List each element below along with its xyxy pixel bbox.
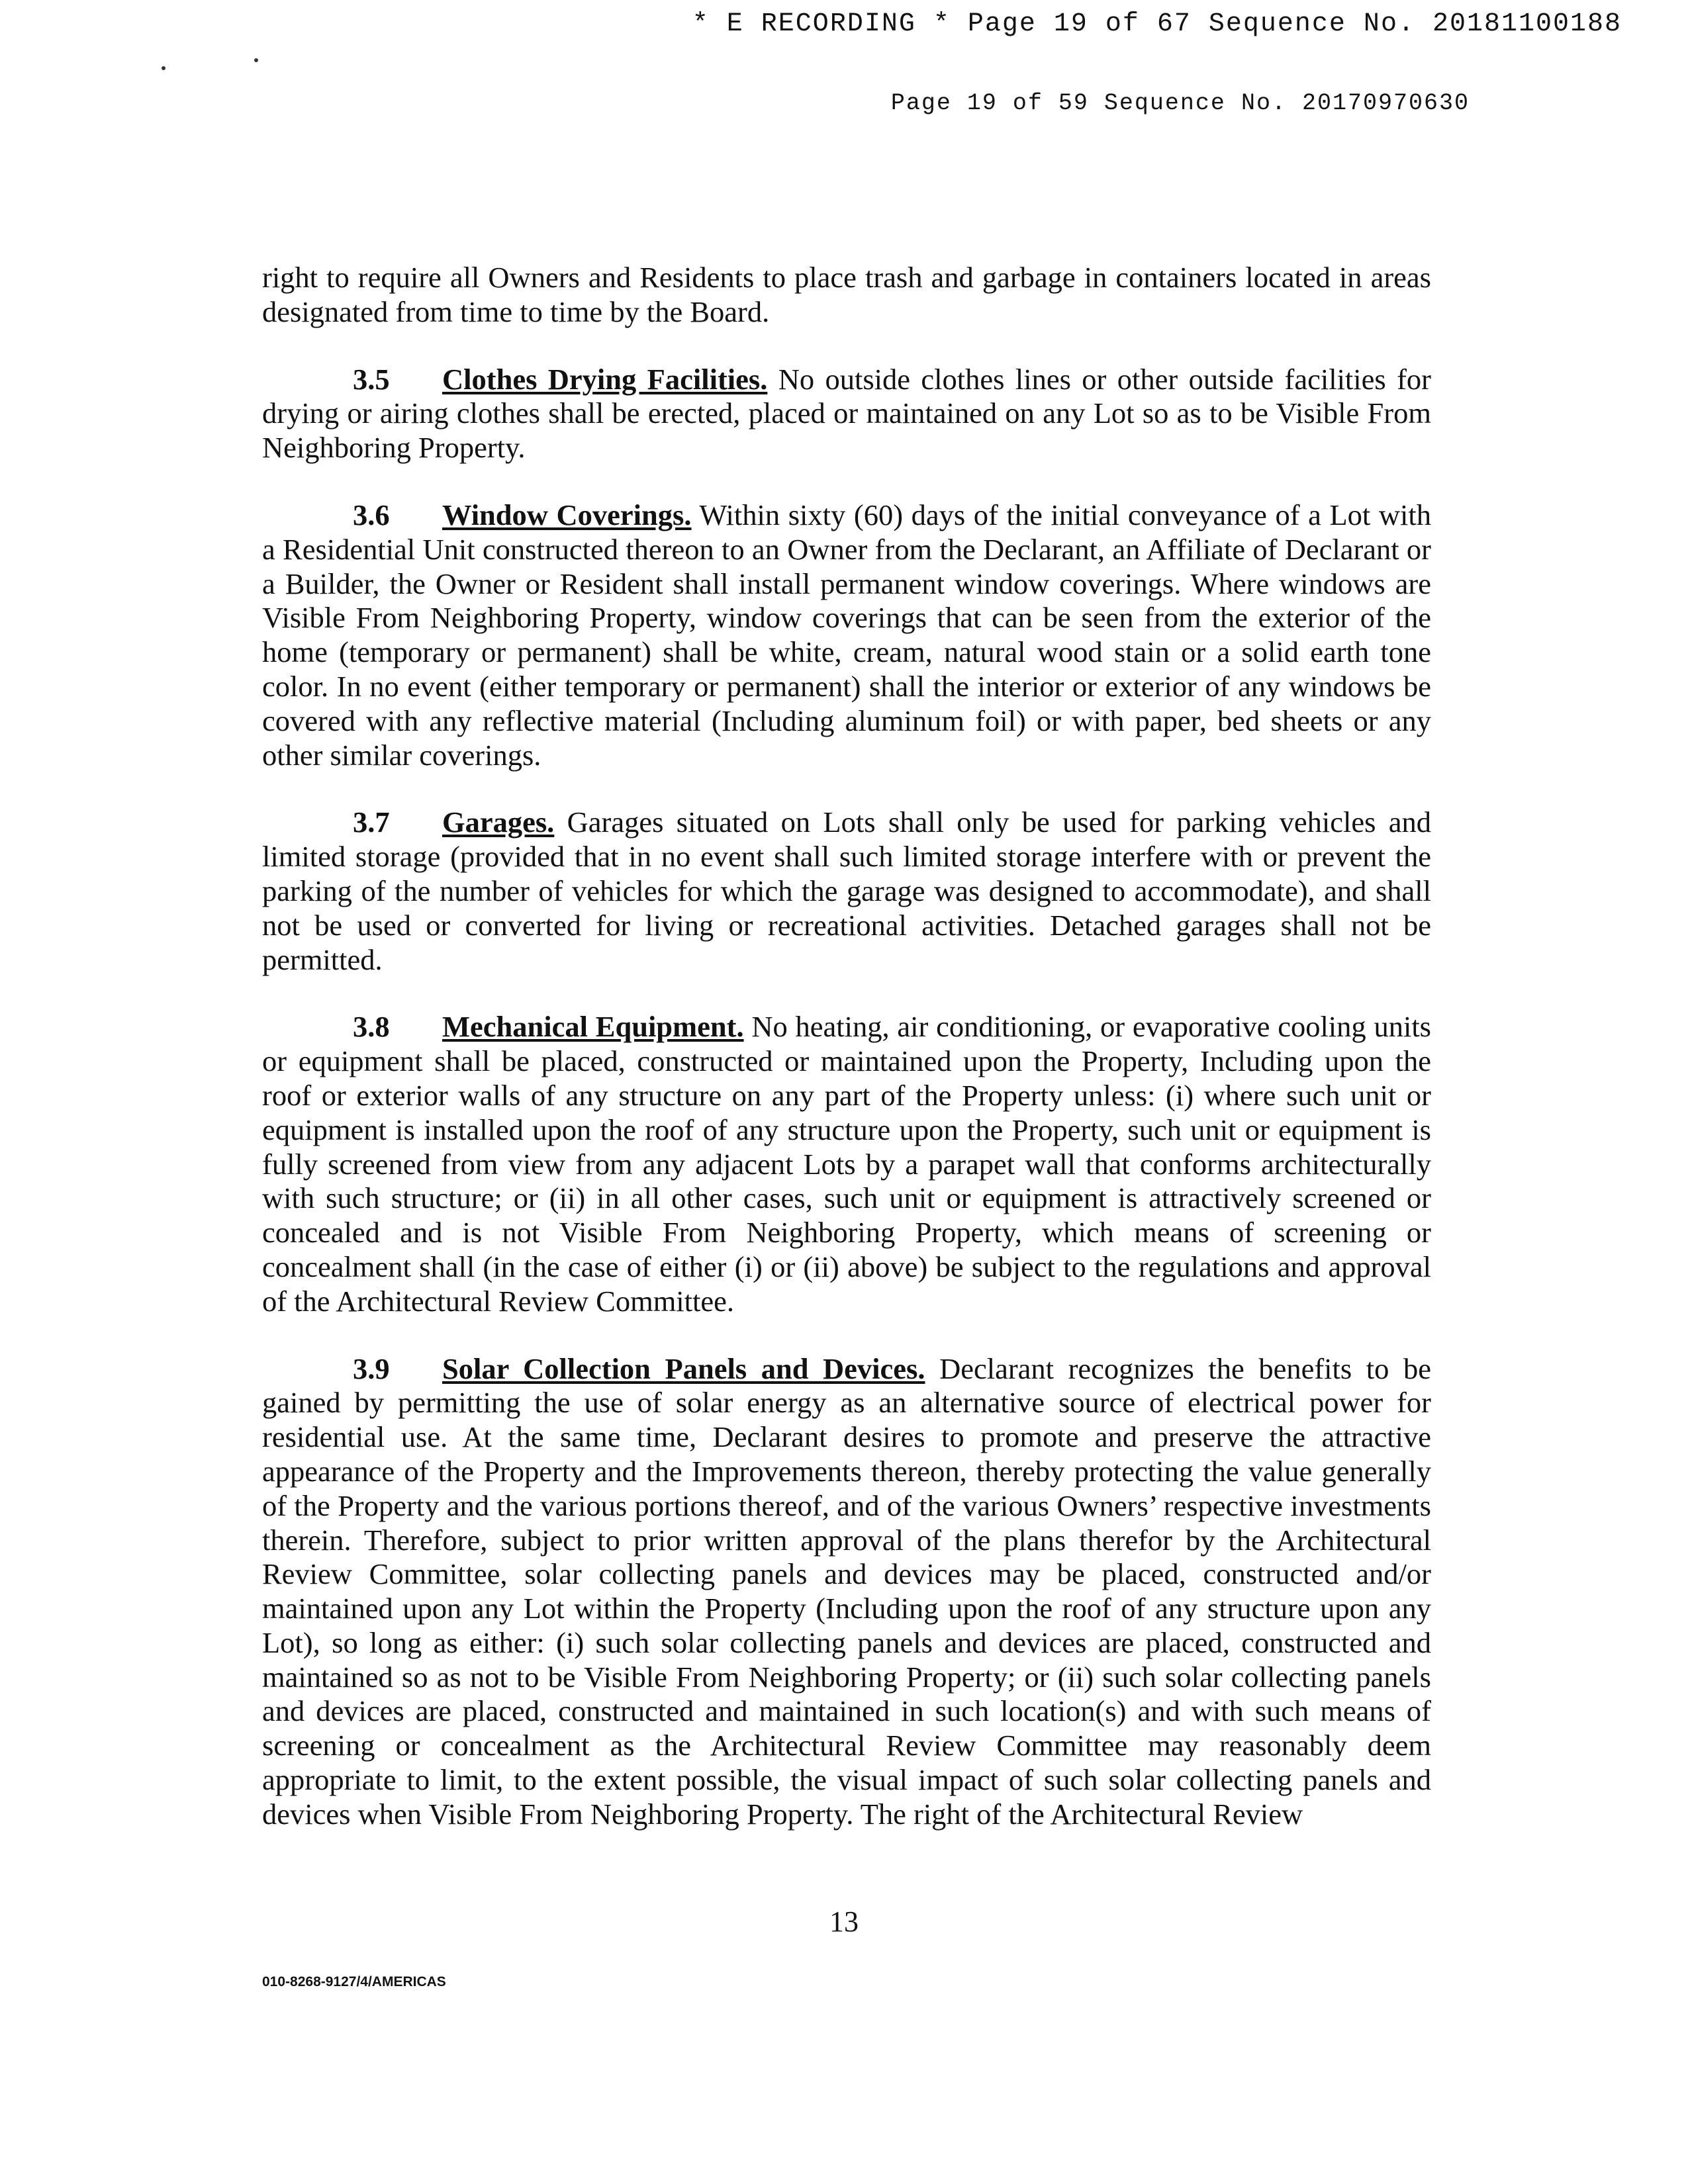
section-number: 3.6: [353, 498, 390, 531]
scan-speck: [162, 66, 165, 70]
section-number: 3.9: [353, 1351, 390, 1385]
section-3-5: [262, 363, 1431, 465]
section-text: Garages situated on Lots shall only be used for parking vehicles and limited storage (provided that in no event shall such limited storage interfere with or prevent the parking of the number of vehicles for which the garage was designed to accommodate), and shall not be used or converted for living or recreational activities. Detached garages shall not be permitted.: [262, 805, 1431, 976]
section-text: No outside clothes lines or other outside facilities for drying or airing clothes shall be erected, placed or maintained on any Lot so as to be Visible From Neighboring Property.: [262, 362, 1432, 465]
document-id: 010-8268-9127/4/AMERICAS: [262, 1974, 446, 1989]
intro-paragraph: right to require all Owners and Residents to place trash and garbage in containers located in areas designated from time to time by the Board.: [262, 261, 1431, 328]
section-title: Window Coverings.: [442, 498, 692, 531]
section-number: 3.7: [353, 805, 390, 839]
section-3-6: [262, 498, 1431, 772]
section-number: 3.5: [353, 362, 390, 396]
section-3-9: [262, 1352, 1431, 1832]
section-title: Mechanical Equipment.: [442, 1010, 744, 1044]
page-number: 13: [829, 1905, 859, 1938]
recording-header: * E RECORDING * Page 19 of 67 Sequence No. 20181100188: [692, 9, 1622, 39]
section-text: Declarant recognizes the benefits to be gained by permitting the use of solar energy as an alternative source of electrical power for residential use. At the same time, Declarant desires to promote and preserve the attractive appearance of the Property and the Improvements thereon, thereby protecting the value generally of the Property and the various portions thereof, and of the various Owners’ respective investments therein. Therefore, subject to prior written approval of the plans therefor by the Architectural Review Committee, solar collecting panels and devices may be placed, constructed and/or maintained upon any Lot within the Property (Including upon the roof of any structure upon any Lot), so long as either: (i) such solar collecting panels and devices are placed, constructed and maintained so as not to be Visible From Neighboring Property; or (ii) such solar collecting panels and devices are placed, constructed and maintained in such location(s) and with such means of screening or concealment as the Architectural Review Committee may reasonably deem appropriate to limit, to the extent possible, the visual impact of such solar collecting panels and devices when Visible From Neighboring Property. The right of the Architectural Review: [262, 1351, 1431, 1831]
section-title: Clothes Drying Facilities.: [442, 362, 768, 396]
section-text: No heating, air conditioning, or evaporative cooling units or equipment shall be placed, constructed or maintained upon the Property, Including upon the roof or exterior walls of any structure on any part of the Property unless: (i) where such unit or equipment is installed upon the roof of any structure upon the Property, such unit or equipment is fully screened from view from any adjacent Lots by a parapet wall that conforms architecturally with such structure; or (ii) in all other cases, such unit or equipment is attractively screened or concealed and is not Visible From Neighboring Property, which means of screening or concealment shall (in the case of either (i) or (ii) above) be subject to the regulations and approval of the Architectural Review Committee.: [262, 1010, 1432, 1318]
section-title: Garages.: [442, 805, 555, 839]
document-body: [262, 261, 1431, 1865]
section-text: Within sixty (60) days of the initial conveyance of a Lot with a Residential Unit constructed thereon to an Owner from the Declarant, an Affiliate of Declarant or a Builder, the Owner or Resident shall install permanent window coverings. Where windows are Visible From Neighboring Property, window coverings that can be seen from the exterior of the home (temporary or permanent) shall be white, cream, natural wood stain or a solid earth tone color. In no event (either temporary or permanent) shall the interior or exterior of any windows be covered with any reflective material (Including aluminum foil) or with paper, bed sheets or any other similar coverings.: [262, 498, 1431, 772]
scan-speck: [254, 58, 258, 62]
section-number: 3.8: [353, 1010, 390, 1044]
sequence-header: Page 19 of 59 Sequence No. 20170970630: [890, 90, 1470, 116]
section-3-8: [262, 1010, 1431, 1318]
section-3-7: [262, 805, 1431, 977]
section-title: Solar Collection Panels and Devices.: [442, 1351, 925, 1385]
